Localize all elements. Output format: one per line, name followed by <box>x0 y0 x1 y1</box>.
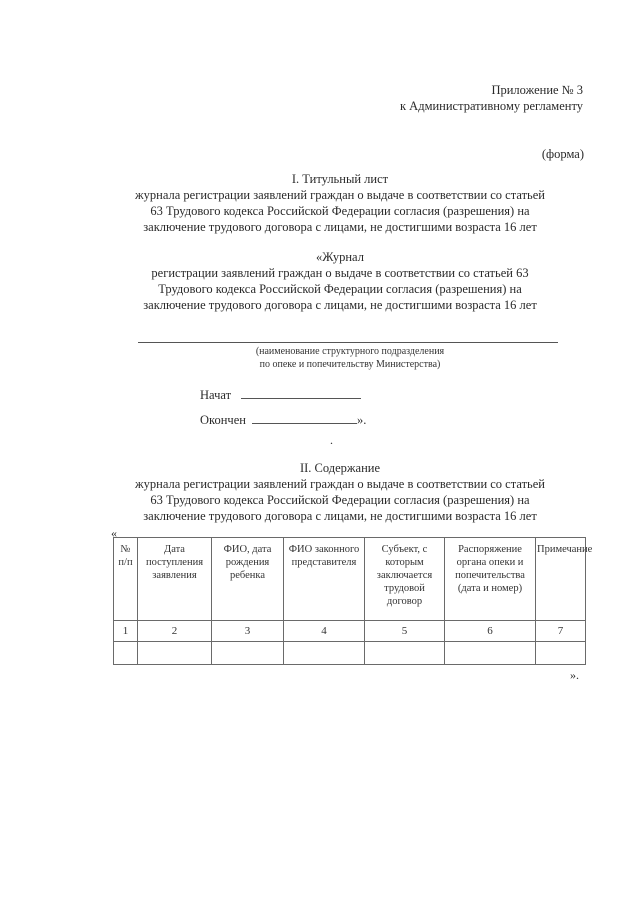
quote-close: ». <box>570 668 579 682</box>
table-empty-cell <box>536 642 586 665</box>
section2-heading: II. Содержание <box>299 461 381 475</box>
table-header-cell: Примечание <box>536 538 586 621</box>
table-header-cell: Дата поступления заявления <box>138 538 212 621</box>
table-number-row <box>114 621 586 642</box>
started-row <box>200 386 361 403</box>
appendix-number: Приложение № 3 <box>491 83 583 97</box>
table-number-cell: 3 <box>212 621 284 642</box>
table-header-cell: Распоряжение органа опеки и попечительства (дата и номер) <box>445 538 536 621</box>
table-empty-cell <box>365 642 445 665</box>
journal-title <box>100 249 580 313</box>
appendix-header <box>400 82 583 114</box>
table-number-cell: 5 <box>365 621 445 642</box>
table-empty-cell <box>212 642 284 665</box>
section2-line: журнала регистрации заявлений граждан о выдаче в соответствии со статьей <box>135 477 545 491</box>
table-header-cell: № п/п <box>114 538 138 621</box>
table-header-row <box>114 538 586 621</box>
table-number-cell: 7 <box>536 621 586 642</box>
finished-blank-line <box>252 411 357 424</box>
journal-line: «Журнал <box>316 250 364 264</box>
started-label: Начат <box>200 388 232 402</box>
section1-line: журнала регистрации заявлений граждан о выдаче в соответствии со статьей <box>135 188 545 202</box>
finished-label: Окончен <box>200 413 246 427</box>
table-empty-cell <box>284 642 365 665</box>
table-empty-cell <box>114 642 138 665</box>
table-number-cell: 4 <box>284 621 365 642</box>
register-table <box>113 537 593 665</box>
section1-line: 63 Трудового кодекса Российской Федерации согласия (разрешения) на <box>150 204 530 218</box>
unit-caption <box>140 345 560 371</box>
journal-line: регистрации заявлений граждан о выдаче в соответствии со статьей 63 <box>151 266 529 280</box>
section1-title-page <box>100 171 580 235</box>
section1-heading: I. Титульный лист <box>291 172 389 186</box>
journal-line: заключение трудового договора с лицами, не достигшими возраста 16 лет <box>143 298 537 312</box>
section1-line: заключение трудового договора с лицами, не достигшими возраста 16 лет <box>143 220 537 234</box>
table-header-cell: Субъект, с которым заключается трудовой договор <box>365 538 445 621</box>
table-empty-row <box>114 642 586 665</box>
table-header-cell: ФИО законного представителя <box>284 538 365 621</box>
table-number-cell: 6 <box>445 621 536 642</box>
unit-name-blank-line <box>138 342 558 343</box>
table-empty-cell <box>138 642 212 665</box>
finished-suffix: ». <box>356 413 367 427</box>
section2-line: 63 Трудового кодекса Российской Федерации согласия (разрешения) на <box>150 493 530 507</box>
finished-row <box>200 411 366 428</box>
section2-line: заключение трудового договора с лицами, не достигшими возраста 16 лет <box>143 509 537 523</box>
appendix-regulation: к Административному регламенту <box>399 99 583 113</box>
table-empty-cell <box>445 642 536 665</box>
started-blank-line <box>241 386 361 399</box>
table-number-cell: 1 <box>114 621 138 642</box>
unit-caption-line: по опеке и попечительству Министерства) <box>259 359 441 370</box>
table-number-cell: 2 <box>138 621 212 642</box>
section2-contents <box>100 460 580 524</box>
unit-caption-line: (наименование структурного подразделения <box>255 346 445 357</box>
form-mark: (форма) <box>541 147 584 161</box>
dot-mark: . <box>330 433 333 447</box>
journal-line: Трудового кодекса Российской Федерации согласия (разрешения) на <box>158 282 522 296</box>
quote-open: « <box>111 526 117 540</box>
table-header-cell: ФИО, дата рождения ребенка <box>212 538 284 621</box>
